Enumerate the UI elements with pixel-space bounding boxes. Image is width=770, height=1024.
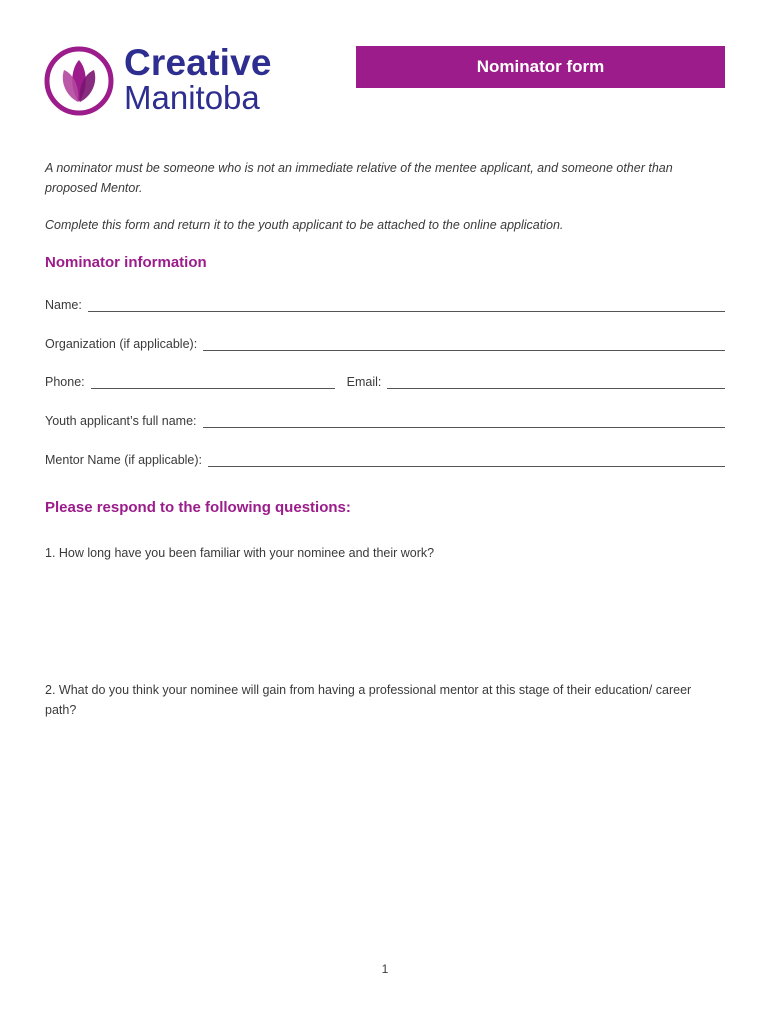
youth-applicant-input-line[interactable] <box>203 414 726 428</box>
mentor-name-label: Mentor Name (if applicable): <box>45 453 203 467</box>
questions-heading: Please respond to the following questions: <box>45 499 351 516</box>
intro-paragraph-1: A nominator must be someone who is not an immediate relative of the mentee applicant, and someone other than proposed Mentor. <box>45 161 673 195</box>
email-label: Email: <box>346 375 382 389</box>
name-field[interactable] <box>45 294 725 312</box>
organization-input-line[interactable] <box>203 337 725 351</box>
organization-label: Organization (if applicable): <box>45 337 198 351</box>
nominator-info-heading: Nominator information <box>45 254 207 271</box>
youth-applicant-label: Youth applicant’s full name: <box>45 414 197 428</box>
phone-input-line[interactable] <box>91 375 335 389</box>
name-label: Name: <box>45 298 82 312</box>
page-number: 1 <box>381 962 389 976</box>
intro-paragraph-2: Complete this form and return it to the youth applicant to be attached to the online application. <box>45 218 564 232</box>
form-title: Nominator form <box>476 57 605 76</box>
organization-field[interactable] <box>45 333 725 351</box>
lotus-logo-icon <box>44 46 114 116</box>
youth-applicant-field[interactable] <box>45 410 725 428</box>
logo-text-manitoba: Manitoba <box>124 79 260 116</box>
form-title-banner <box>356 46 725 88</box>
question-2: 2. What do you think your nominee will gain from having a professional mentor at this stage of their education/ career path? <box>45 683 692 717</box>
mentor-name-field[interactable] <box>45 449 725 467</box>
mentor-name-input-line[interactable] <box>208 453 725 467</box>
question-1: 1. How long have you been familiar with your nominee and their work? <box>45 546 435 560</box>
email-input-line[interactable] <box>387 375 725 389</box>
phone-email-row <box>45 371 725 389</box>
phone-label: Phone: <box>45 375 85 389</box>
logo-text-creative: Creative <box>124 42 272 83</box>
creative-manitoba-logo <box>44 42 294 118</box>
name-input-line[interactable] <box>88 298 725 312</box>
